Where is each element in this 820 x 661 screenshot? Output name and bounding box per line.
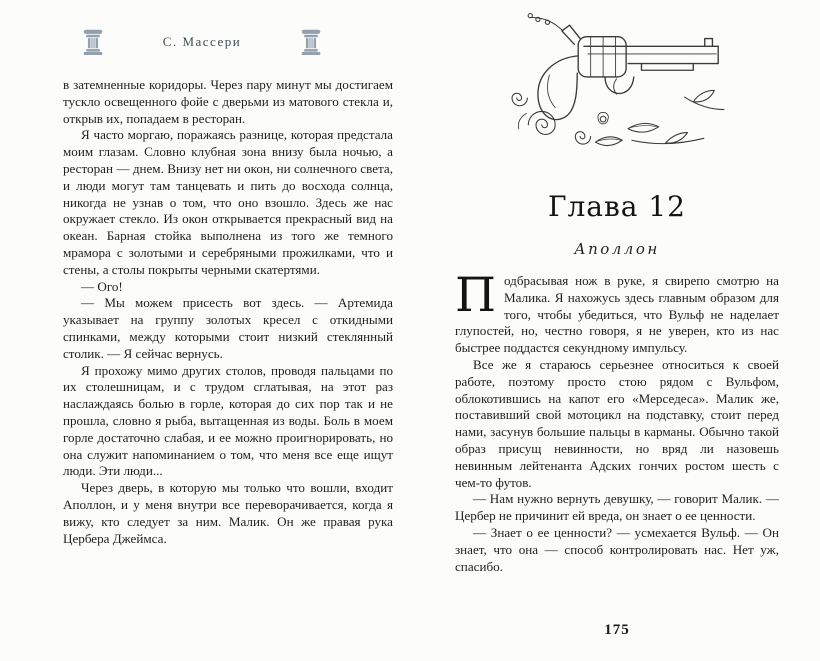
paragraph: Я часто моргаю, поражаясь разнице, которая предстала моим глазам. Словно клубная зона внизу была ночью, а ресторан — днем. Внизу нет ни окон, ни солнечного света, и люди могут там танцевать и пить до восхода солнца, никогда не узнав о том, что оно взошло. Здесь же нас окружает стекло. Из окон открывается прекрасный вид на океан. Барная стойка выполнена из того же темного мрамора с золотыми и серебряными прожилками, что и стены, а столы покрыты черными скатертями. (63, 127, 393, 277)
left-page (63, 0, 393, 661)
author-header: С. Массери (162, 33, 242, 49)
paragraph: Я прохожу мимо других столов, проводя пальцами по их столешницам, и с трудом сглатывая, на этот раз наслаждаясь болью в горле, которая до сих пор так и не прошла, словно я рыба, вытащенная из воды. Боль в моем горле достаточно слабая, и ее можно проигнорировать, но она служит напоминанием о том, что меня все еще ищут люди. Эти люди... (63, 362, 393, 479)
right-page-text (455, 268, 779, 575)
right-page (455, 0, 779, 661)
paragraph: Все же я стараюсь серьезнее относиться к своей работе, поэтому просто стою рядом с Вульфом, облокотившись на капот его «Мерседеса». Малик же, поставивший свой мотоцикл на подставку, стоит перед нами, засунув большие пальцы в карманы. Обычно такой образ присущ невинности, но вряд ли назовешь невинным лейтенанта Адских гончих ростом шесть с чем-то футов. (455, 356, 779, 490)
revolver-flowers-illustration (455, 6, 779, 176)
paragraph-dropcap (455, 268, 779, 357)
chapter-title: Глава 12 (547, 190, 686, 223)
page-number: 175 (604, 622, 630, 638)
left-page-text (63, 77, 393, 547)
paragraph: Через дверь, в которую мы только что вошли, входит Аполлон, и у меня внутри все переворачивается, когда я вижу, кто следует за ним. Малик. Он же правая рука Цербера Джеймса. (63, 480, 393, 546)
paragraph: в затемненные коридоры. Через пару минут мы достигаем тускло освещенного фойе с дверьми из матового стекла и, открыв их, попадаем в ресторан. (63, 77, 393, 126)
paragraph: — Нам нужно вернуть девушку, — говорит Малик. — Цербер не причинит ей вреда, он знает о ее ценности. (455, 491, 779, 524)
paragraph: — Мы можем присесть вот здесь. — Артемида указывает на группу золотых кресел с откидными спинками, между которыми стоит низкий стеклянный столик. — Я сейчас вернусь. (63, 295, 393, 361)
greek-column-icon (82, 28, 104, 55)
dropcap-letter: П (455, 268, 496, 323)
greek-column-icon (300, 28, 322, 55)
paragraph: — Знает о ее ценности? — усмехается Вульф. — Он знает, что она — способ контролировать нас. Нет уж, спасибо. (455, 524, 779, 574)
running-head (82, 28, 322, 55)
paragraph: — Ого! (81, 278, 123, 294)
paragraph-text: одбрасывая нож в руке, я свирепо смотрю на Малика. Я нахожусь здесь главным образом для того, чтобы убедиться, что Вульф не наделает глупостей, но, честно говоря, я не уверен, кто из нас быстрее поддастся секундному импульсу. (455, 273, 779, 356)
chapter-subtitle: Аполлон (574, 240, 660, 258)
